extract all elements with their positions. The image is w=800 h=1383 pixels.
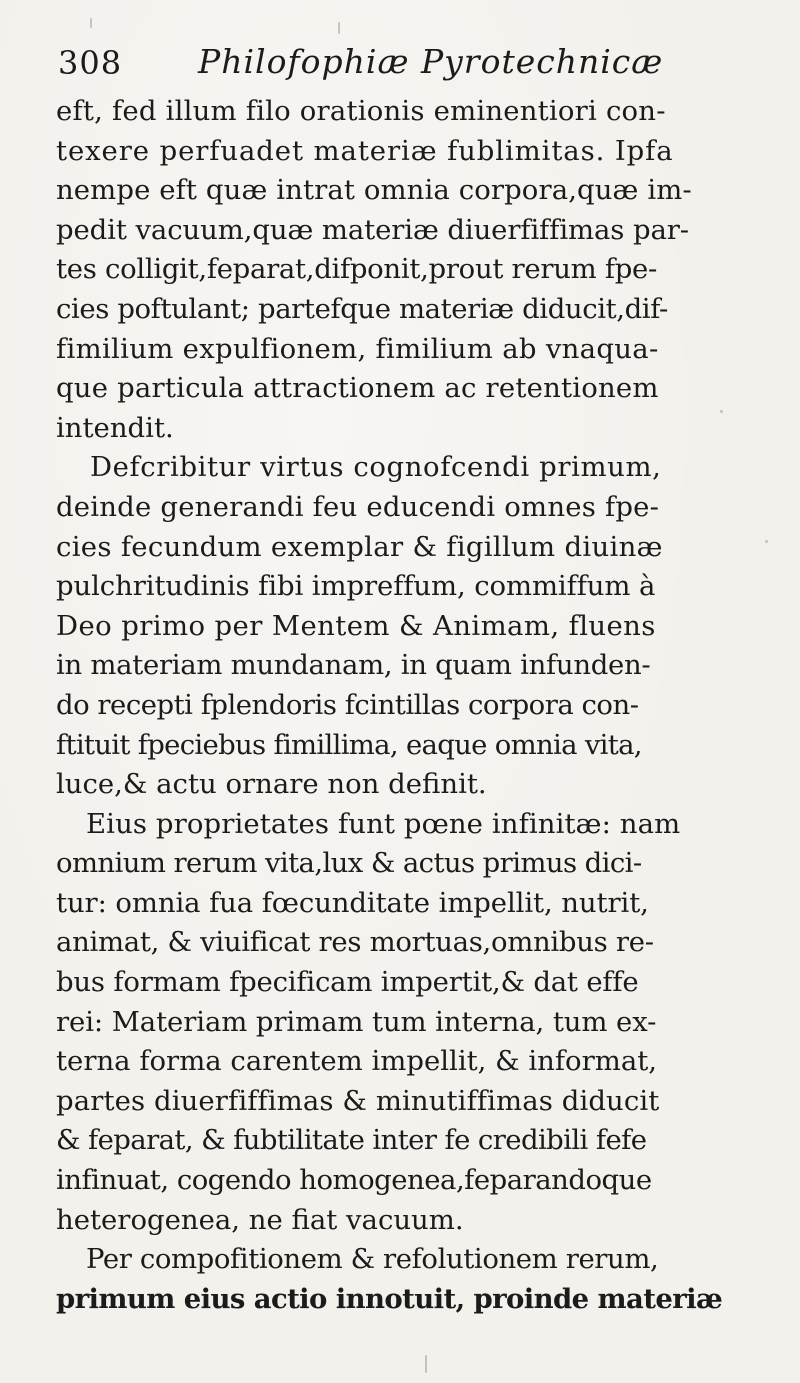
text-line: tur: omnia fua fœcunditate impellit, nutrit, bbox=[56, 886, 649, 919]
text-line: in materiam mundanam, in quam infunden- bbox=[56, 649, 651, 682]
text-line: texere perfuadet materiæ fublimitas. Ipfa bbox=[56, 134, 674, 167]
text-line: pedit vacuum,quæ materiæ diuerfiffimas par- bbox=[56, 213, 689, 246]
paper-speck bbox=[90, 18, 92, 28]
text-line: pulchritudinis fibi impreffum, commiffum à bbox=[56, 570, 656, 603]
body-text bbox=[56, 92, 756, 1319]
text-line: infinuat, cogendo homogenea,feparandoque bbox=[56, 1164, 652, 1197]
paper-speck bbox=[338, 22, 340, 34]
text-line: fimilium expulfionem, fimilium ab vnaqua- bbox=[56, 332, 659, 365]
text-line: eft, fed illum filo orationis eminentiori con- bbox=[56, 95, 666, 127]
text-line: luce,& actu ornare non definit. bbox=[56, 768, 487, 801]
running-head: Philofophiæ Pyrotechnicæ bbox=[198, 42, 664, 81]
paper-speck bbox=[720, 410, 723, 413]
text-line: ftituit fpeciebus fimillima, eaque omnia vita, bbox=[56, 728, 642, 761]
text-line: terna forma carentem impellit, & informat, bbox=[56, 1045, 658, 1078]
text-line: deinde generandi feu educendi omnes fpe- bbox=[56, 490, 660, 523]
text-line: omnium rerum vita,lux & actus primus dici- bbox=[56, 847, 642, 880]
paper-speck bbox=[765, 540, 768, 543]
page-header bbox=[58, 38, 748, 88]
text-line: Per compofitionem & refolutionem rerum, bbox=[86, 1243, 659, 1276]
text-line: partes diuerfiffimas & minutiffimas diducit bbox=[56, 1084, 660, 1117]
text-line: heterogenea, ne fiat vacuum. bbox=[56, 1203, 464, 1236]
text-line: & feparat, & fubtilitate inter fe credibili fefe bbox=[56, 1124, 647, 1157]
text-line: que particula attractionem ac retentionem bbox=[56, 372, 659, 405]
text-line: cies poftulant; partefque materiæ diducit,dif- bbox=[56, 292, 668, 325]
paper-speck bbox=[425, 1355, 427, 1373]
text-line: do recepti fplendoris fcintillas corpora con- bbox=[56, 688, 639, 721]
text-line: cies fecundum exemplar & figillum diuinæ bbox=[56, 530, 663, 563]
text-line: Defcribitur virtus cognofcendi primum, bbox=[90, 451, 662, 484]
text-line: nempe eft quæ intrat omnia corpora,quæ im- bbox=[56, 174, 692, 207]
text-line: Eius proprietates funt pœne infinitæ: nam bbox=[86, 807, 681, 840]
text-line: rei: Materiam primam tum interna, tum ex- bbox=[56, 1005, 657, 1038]
text-line: animat, & viuificat res mortuas,omnibus re- bbox=[56, 926, 654, 959]
text-line: tes colligit,feparat,difponit,prout rerum fpe- bbox=[56, 253, 657, 286]
text-line: intendit. bbox=[56, 411, 174, 444]
text-line: Deo primo per Mentem & Animam, fluens bbox=[56, 609, 656, 642]
page-number: 308 bbox=[58, 44, 123, 82]
text-line: primum eius actio innotuit, proinde materiæ bbox=[56, 1282, 723, 1315]
text-line: bus formam fpecificam impertit,& dat effe bbox=[56, 966, 639, 999]
